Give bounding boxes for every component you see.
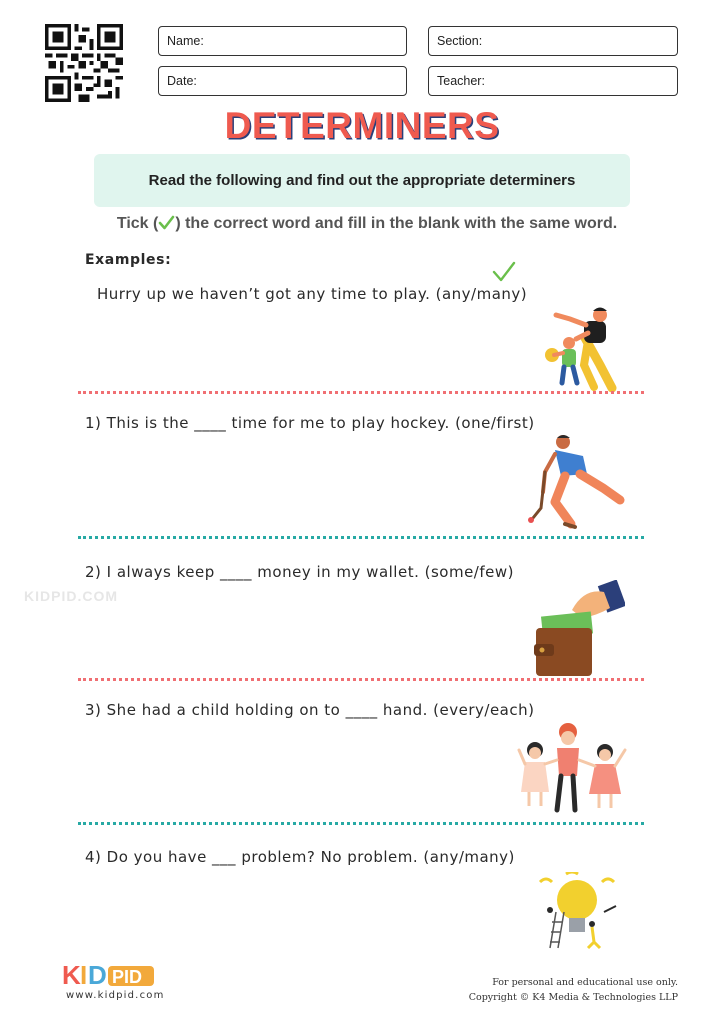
instruction-after: ) the correct word and fill in the blank with the same word. — [175, 215, 618, 232]
qr-code — [45, 24, 123, 102]
example-sentence: Hurry up we haven’t got any time to play. (any/many) — [97, 285, 528, 303]
copyright-note — [469, 975, 678, 1005]
watermark: KIDPID.COM — [24, 588, 118, 604]
instruction-banner: Read the following and find out the appropriate determiners — [94, 154, 630, 207]
divider — [78, 391, 644, 394]
question-4: 4) Do you have ___ problem? No problem. (any/many) — [85, 848, 515, 866]
examples-label: Examples: — [85, 252, 172, 268]
usage-note: For personal and educational use only. — [492, 977, 678, 988]
question-3: 3) She had a child holding on to ____ hand. (every/each) — [85, 701, 535, 719]
instruction-line — [0, 215, 724, 233]
question-1: 1) This is the ____ time for me to play hockey. (one/first) — [85, 414, 535, 432]
section-field[interactable] — [428, 26, 678, 56]
question-2: 2) I always keep ____ money in my wallet. (some/few) — [85, 563, 514, 581]
check-icon — [158, 215, 175, 230]
father-child-illustration — [540, 303, 620, 393]
website-url[interactable]: www.kidpid.com — [66, 990, 165, 1001]
teacher-field[interactable] — [428, 66, 678, 96]
wallet-illustration — [530, 580, 625, 680]
section-label: Section: — [437, 34, 483, 48]
kidpid-logo — [62, 960, 162, 990]
lightbulb-illustration — [530, 872, 625, 952]
page-title: DETERMINERS — [224, 105, 500, 146]
date-label: Date: — [167, 74, 197, 88]
date-field[interactable] — [158, 66, 407, 96]
svg-text:D: D — [88, 960, 107, 990]
hockey-player-illustration — [525, 432, 625, 532]
mother-children-illustration — [515, 720, 640, 815]
svg-text:I: I — [80, 960, 88, 990]
example-check-icon — [492, 261, 516, 283]
svg-text:K: K — [62, 960, 81, 990]
name-field[interactable] — [158, 26, 407, 56]
divider — [78, 536, 644, 539]
divider — [78, 822, 644, 825]
instruction-before: Tick ( — [116, 215, 159, 232]
teacher-label: Teacher: — [437, 74, 485, 88]
svg-text:PID: PID — [112, 967, 143, 987]
name-label: Name: — [167, 34, 204, 48]
divider — [78, 678, 644, 681]
copyright-line: Copyright © K4 Media & Technologies LLP — [468, 992, 678, 1003]
